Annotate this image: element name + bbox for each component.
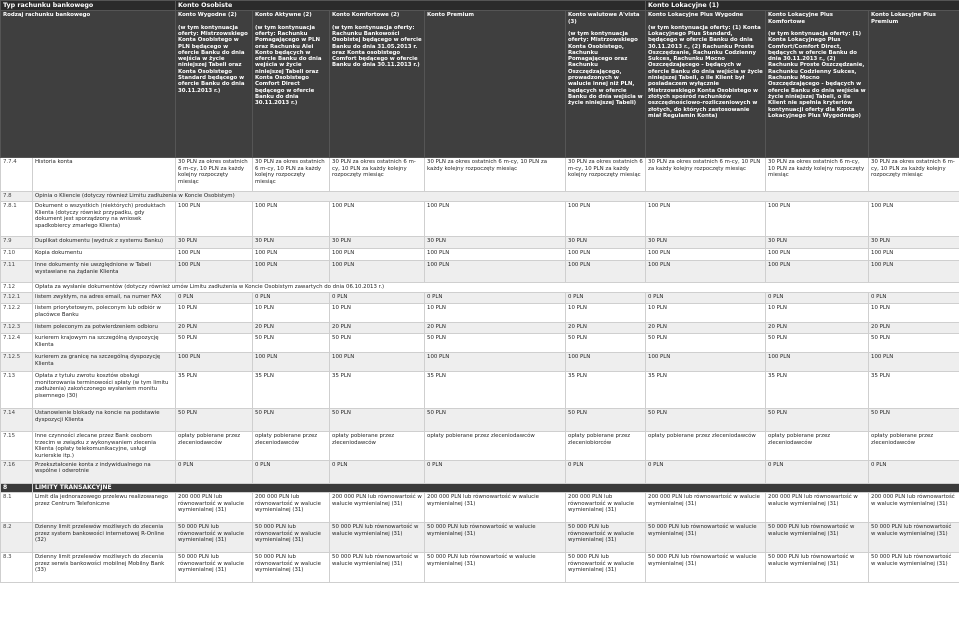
- row-label: Duplikat dokumentu (wydruk z systemu Banku): [33, 237, 176, 249]
- fee-cell: 50 000 PLN lub równowartość w walucie wymienialnej (31): [766, 553, 869, 583]
- fee-cell: 50 000 PLN lub równowartość w walucie wymienialnej (31): [330, 523, 425, 553]
- column-title: Konto Premium: [427, 12, 474, 19]
- fee-cell: 30 PLN: [566, 237, 646, 249]
- fee-cell: 50 000 PLN lub równowartość w walucie wymienialnej (31): [646, 523, 766, 553]
- fee-cell: 0 PLN: [869, 293, 959, 304]
- row-label: listem zwykłym, na adres email, na numer FAX: [33, 293, 176, 304]
- fee-cell: 100 PLN: [869, 353, 959, 372]
- row-number: 7.16: [1, 461, 33, 484]
- row-number: 7.8: [1, 192, 33, 202]
- fee-cell: 100 PLN: [253, 353, 330, 372]
- fee-cell: 100 PLN: [425, 353, 566, 372]
- fee-cell: 50 PLN: [766, 334, 869, 353]
- fee-cell: 20 PLN: [176, 323, 253, 334]
- table-row: [1, 293, 959, 304]
- fee-cell: 50 PLN: [646, 409, 766, 432]
- table-row: [1, 283, 959, 293]
- fee-cell: 30 PLN za okres ostatnich 6 m-cy, 10 PLN za każdy kolejny rozpoczęty miesiąc: [253, 158, 330, 192]
- fee-cell: opłaty pobierane przez zleceniodawców: [425, 432, 566, 461]
- fee-cell: 50 000 PLN lub równowartość w walucie wymienialnej (31): [869, 553, 959, 583]
- fee-cell: 0 PLN: [646, 461, 766, 484]
- fee-cell: 50 000 PLN lub równowartość w walucie wymienialnej (31): [425, 523, 566, 553]
- fee-cell: 100 PLN: [646, 249, 766, 261]
- column-header: [253, 11, 330, 158]
- fee-cell: 0 PLN: [425, 461, 566, 484]
- fee-cell: 30 PLN: [176, 237, 253, 249]
- fee-cell: 35 PLN: [330, 372, 425, 409]
- fee-cell: opłaty pobierane przez zleceniodawców: [869, 432, 959, 461]
- fee-cell: 50 000 PLN lub równowartość w walucie wymienialnej (31): [253, 553, 330, 583]
- row-number: 7.12.2: [1, 304, 33, 323]
- column-title: Rodzaj rachunku bankowego: [3, 12, 91, 19]
- fee-cell: 30 PLN za okres ostatnich 6 m-cy, 10 PLN za każdy kolejny rozpoczęty miesiąc: [176, 158, 253, 192]
- fee-cell: 100 PLN: [766, 202, 869, 237]
- row-label: Inne dokumenty nie uwzględnione w Tabeli wystawiane na żądanie Klienta: [33, 261, 176, 283]
- fee-cell: 100 PLN: [869, 261, 959, 283]
- fee-cell: 100 PLN: [646, 353, 766, 372]
- fee-cell: 35 PLN: [176, 372, 253, 409]
- fee-cell: 30 PLN za okres ostatnich 6 m-cy, 10 PLN za każdy kolejny rozpoczęty miesiąc: [766, 158, 869, 192]
- row-number: 8.1: [1, 493, 33, 523]
- fee-cell: 200 000 PLN lub równowartość w walucie wymienialnej (31): [566, 493, 646, 523]
- fee-cell: 20 PLN: [766, 323, 869, 334]
- row-number: 7.9: [1, 237, 33, 249]
- fee-cell: 100 PLN: [176, 202, 253, 237]
- row-label: Opłata z tytułu zwrotu kosztów obsługi monitorowania terminowości spłaty (w tym limitu zadłużenia) zakończonego wysłaniem monitu pisemnego (30): [33, 372, 176, 409]
- fee-cell: 100 PLN: [425, 249, 566, 261]
- fee-cell: 100 PLN: [176, 353, 253, 372]
- fee-cell: 50 000 PLN lub równowartość w walucie wymienialnej (31): [566, 523, 646, 553]
- fee-cell: 30 PLN: [766, 237, 869, 249]
- fee-cell: 10 PLN: [176, 304, 253, 323]
- fee-cell: 50 PLN: [176, 334, 253, 353]
- fee-cell: 50 000 PLN lub równowartość w walucie wymienialnej (31): [330, 553, 425, 583]
- column-header: [1, 11, 176, 158]
- fee-cell: 100 PLN: [253, 249, 330, 261]
- section-header-row: [1, 484, 959, 493]
- fee-cell: 35 PLN: [869, 372, 959, 409]
- row-label: Opinia o Kliencie (dotyczy również Limitu zadłużenia w Koncie Osobistym): [33, 192, 959, 202]
- fee-cell: 50 PLN: [253, 409, 330, 432]
- fee-cell: 35 PLN: [425, 372, 566, 409]
- fee-cell: 0 PLN: [766, 293, 869, 304]
- fee-cell: 30 PLN za okres ostatnich 6 m-cy, 10 PLN za każdy kolejny rozpoczęty miesiąc: [425, 158, 566, 192]
- fee-cell: 0 PLN: [869, 461, 959, 484]
- fee-cell: 50 PLN: [566, 334, 646, 353]
- row-label: Limit dla jednorazowego przelewu realizowanego przez Centrum Telefoniczne: [33, 493, 176, 523]
- fee-cell: 100 PLN: [566, 261, 646, 283]
- fee-cell: 0 PLN: [566, 293, 646, 304]
- row-number: 7.7.4: [1, 158, 33, 192]
- fee-cell: 200 000 PLN lub równowartość w walucie wymienialnej (31): [330, 493, 425, 523]
- fee-cell: 10 PLN: [566, 304, 646, 323]
- row-label: LIMITY TRANSAKCYJNE: [33, 484, 959, 493]
- row-label: Kopia dokumentu: [33, 249, 176, 261]
- row-number: 7.14: [1, 409, 33, 432]
- column-header: [330, 11, 425, 158]
- column-description: (w tym kontynuacja oferty: Mistrzowskiego Konta Osobistego w PLN będącego w ofercie Banku do dnia wejścia w życie niniejszej Tabeli oraz Konta Osobistego Standard będącego w ofercie Banku do dnia 30.11.2013 r.): [178, 24, 248, 94]
- column-header: [646, 11, 766, 158]
- fee-cell: 100 PLN: [330, 353, 425, 372]
- row-number: 7.12.4: [1, 334, 33, 353]
- fee-cell: 30 PLN za okres ostatnich 6 m-cy, 10 PLN za każdy kolejny rozpoczęty miesiąc: [646, 158, 766, 192]
- fee-cell: 100 PLN: [176, 261, 253, 283]
- fee-cell: 50 PLN: [425, 334, 566, 353]
- row-label: Dzienny limit przelewów możliwych do zlecenia przez serwis bankowości mobilnej Mobilny Bank (33): [33, 553, 176, 583]
- fee-cell: 50 PLN: [869, 334, 959, 353]
- fee-cell: 200 000 PLN lub równowartość w walucie wymienialnej (31): [176, 493, 253, 523]
- fee-cell: 50 PLN: [330, 409, 425, 432]
- fee-cell: 100 PLN: [330, 261, 425, 283]
- fee-cell: 50 000 PLN lub równowartość w walucie wymienialnej (31): [253, 523, 330, 553]
- fee-cell: 50 PLN: [253, 334, 330, 353]
- row-number: 8.3: [1, 553, 33, 583]
- fee-cell: 100 PLN: [766, 249, 869, 261]
- table-row: [1, 237, 959, 249]
- fee-cell: 200 000 PLN lub równowartość w walucie wymienialnej (31): [253, 493, 330, 523]
- fee-cell: 50 PLN: [425, 409, 566, 432]
- fee-cell: 30 PLN za okres ostatnich 6 m-cy, 10 PLN za każdy kolejny rozpoczęty miesiąc: [869, 158, 959, 192]
- fee-cell: 35 PLN: [646, 372, 766, 409]
- column-description: (w tym kontynuacja oferty: Rachunku Bankowości Osobistej będącego w ofercie Banku do dnia 31.05.2013 r. oraz Konta osobistego Comfort będącego w ofercie Banku do dnia 30.11.2013 r.): [332, 24, 422, 69]
- column-header-row: [1, 11, 959, 158]
- fee-cell: 0 PLN: [566, 461, 646, 484]
- fee-cell: 100 PLN: [176, 249, 253, 261]
- fee-cell: 0 PLN: [646, 293, 766, 304]
- fee-cell: 100 PLN: [566, 353, 646, 372]
- row-number: 7.12: [1, 283, 33, 293]
- fee-cell: 200 000 PLN lub równowartość w walucie wymienialnej (31): [766, 493, 869, 523]
- row-number: 8: [1, 484, 33, 493]
- table-body: [1, 158, 959, 583]
- fee-cell: 10 PLN: [869, 304, 959, 323]
- column-title: Konto Lokacyjne Plus Premium: [871, 12, 936, 25]
- table-row: [1, 202, 959, 237]
- fee-cell: 0 PLN: [425, 293, 566, 304]
- fee-cell: 50 PLN: [869, 409, 959, 432]
- row-number: 8.2: [1, 523, 33, 553]
- table-row: [1, 304, 959, 323]
- table-row: [1, 261, 959, 283]
- row-number: 7.13: [1, 372, 33, 409]
- fee-cell: 0 PLN: [330, 293, 425, 304]
- row-label: Dzienny limit przelewów możliwych do zlecenia przez system bankowości internetowej R-Online (32): [33, 523, 176, 553]
- row-number: 7.12.5: [1, 353, 33, 372]
- fee-cell: 0 PLN: [176, 293, 253, 304]
- table-row: [1, 249, 959, 261]
- column-description: (w tym kontynuacja oferty: (1) Konta Lokacyjnego Plus Comfort/Comfort Direct, będących w ofercie Banku do dnia 30.11.2013 r., (2) Rachunku Proste Oszczędzanie, Rachunku Codzienny Sukces, Rachunku Mocno Oszczędzającego - będących w ofercie Banku do dnia wejścia w życie niniejszej Tabeli, o ile Klient nie spełnia kryteriów kontynuacji oferty dla Konta Lokacyjnego Plus Wygodnego): [768, 31, 866, 119]
- fee-cell: 0 PLN: [253, 461, 330, 484]
- fee-cell: 50 PLN: [646, 334, 766, 353]
- row-number: 7.12.1: [1, 293, 33, 304]
- column-title: Konto Wygodne (2): [178, 12, 237, 19]
- row-label: listem priorytetowym, poleconym lub odbiór w placówce Banku: [33, 304, 176, 323]
- row-number: 7.11: [1, 261, 33, 283]
- fee-cell: opłaty pobierane przez zleceniodawców: [176, 432, 253, 461]
- fee-cell: opłaty pobierane przez zleceniobiorców: [566, 432, 646, 461]
- fee-cell: opłaty pobierane przez zleceniodawców: [766, 432, 869, 461]
- row-label: Dokument o wszystkich (niektórych) produktach Klienta (dotyczy również przypadku, gdy dokument jest sporządzony na wniosek spadkobiercy zmarłego Klienta): [33, 202, 176, 237]
- fee-cell: 30 PLN za okres ostatnich 6 m-cy, 10 PLN za każdy kolejny rozpoczęty miesiąc: [566, 158, 646, 192]
- fee-cell: 100 PLN: [253, 261, 330, 283]
- fee-cell: 20 PLN: [566, 323, 646, 334]
- fee-cell: 50 000 PLN lub równowartość w walucie wymienialnej (31): [766, 523, 869, 553]
- fee-cell: 0 PLN: [330, 461, 425, 484]
- fee-cell: 30 PLN za okres ostatnich 6 m-cy, 10 PLN za każdy kolejny rozpoczęty miesiąc: [330, 158, 425, 192]
- fee-cell: 50 PLN: [766, 409, 869, 432]
- fee-cell: 0 PLN: [253, 293, 330, 304]
- table-row: [1, 353, 959, 372]
- column-header: [425, 11, 566, 158]
- fee-cell: 100 PLN: [869, 249, 959, 261]
- fee-cell: 200 000 PLN lub równowartość w walucie wymienialnej (31): [646, 493, 766, 523]
- row-label: Ustanowienie blokady na koncie na podstawie dyspozycji Klienta: [33, 409, 176, 432]
- fee-cell: 50 000 PLN lub równowartość w walucie wymienialnej (31): [869, 523, 959, 553]
- row-number: 7.15: [1, 432, 33, 461]
- fee-cell: 200 000 PLN lub równowartość w walucie wymienialnej (31): [869, 493, 959, 523]
- konto-lokacyjne-header: Konto Lokacyjne (1): [646, 1, 959, 11]
- table-row: [1, 493, 959, 523]
- fee-cell: 20 PLN: [425, 323, 566, 334]
- fee-cell: 100 PLN: [330, 249, 425, 261]
- header-row-top: [1, 1, 959, 11]
- fee-cell: 100 PLN: [566, 202, 646, 237]
- fee-cell: 35 PLN: [253, 372, 330, 409]
- fee-cell: 30 PLN: [646, 237, 766, 249]
- fee-cell: 30 PLN: [869, 237, 959, 249]
- row-label: Inne czynności zlecane przez Bank osobom trzecim w związku z wykonywaniem zlecenia Klienta (opłaty telekomunikacyjne, usługi kurierskie itp.): [33, 432, 176, 461]
- table-row: [1, 523, 959, 553]
- table-row: [1, 323, 959, 334]
- column-header: [176, 11, 253, 158]
- row-number: 7.10: [1, 249, 33, 261]
- table-row: [1, 461, 959, 484]
- column-description: (w tym kontynuacja oferty: (1) Konta Lokacyjnego Plus Standard, będącego w ofercie Banku do dnia 30.11.2013 r., (2) Rachunku Proste Oszczędzanie, Rachunku Codzienny Sukces, Rachunku Mocno Oszczędzającego - będących w ofercie Banku do dnia wejścia w życie niniejszej Tabeli, o ile Klient był posiadaczem wyłącznie Mistrzowskiego Konta Osobistego w złotych spośród rachunków oszczędnościowo-rozliczeniowych w złotych, do których zastosowanie miał Regulamin Konta): [648, 24, 763, 119]
- fee-cell: 100 PLN: [425, 261, 566, 283]
- fee-cell: 10 PLN: [330, 304, 425, 323]
- fee-cell: 50 000 PLN lub równowartość w walucie wymienialnej (31): [176, 553, 253, 583]
- fee-cell: 200 000 PLN lub równowartość w walucie wymienialnej (31): [425, 493, 566, 523]
- fee-cell: 100 PLN: [766, 353, 869, 372]
- table-row: [1, 372, 959, 409]
- account-type-header: Typ rachunku bankowego: [1, 1, 176, 11]
- fee-cell: 0 PLN: [766, 461, 869, 484]
- fee-cell: 50 000 PLN lub równowartość w walucie wymienialnej (31): [176, 523, 253, 553]
- fee-cell: 100 PLN: [253, 202, 330, 237]
- fee-cell: 50 PLN: [176, 409, 253, 432]
- row-label: listem poleconym za potwierdzeniem odbioru: [33, 323, 176, 334]
- row-number: 7.12.3: [1, 323, 33, 334]
- fee-cell: 100 PLN: [566, 249, 646, 261]
- fee-cell: 50 000 PLN lub równowartość w walucie wymienialnej (31): [425, 553, 566, 583]
- table-row: [1, 553, 959, 583]
- fee-cell: 10 PLN: [253, 304, 330, 323]
- fee-cell: 10 PLN: [766, 304, 869, 323]
- fee-cell: 30 PLN: [330, 237, 425, 249]
- column-description: (w tym kontynuacja oferty: Rachunku Pomagającego w PLN oraz Rachunku Alei Konto będących w ofercie Banku do dnia wejścia w życie niniejszej Tabeli oraz Konta Osobistego Comfort Direct będącego w ofercie Banku do dnia 30.11.2013 r.): [255, 24, 322, 107]
- column-title: Konto walutowe A'vista (3): [568, 12, 640, 25]
- fee-cell: 50 PLN: [330, 334, 425, 353]
- fee-cell: opłaty pobierane przez zleceniodawców: [330, 432, 425, 461]
- fee-cell: 20 PLN: [253, 323, 330, 334]
- column-title: Konto Aktywne (2): [255, 12, 312, 19]
- column-header: [766, 11, 869, 158]
- row-label: Historia konta: [33, 158, 176, 192]
- fee-cell: 100 PLN: [646, 202, 766, 237]
- table-row: [1, 334, 959, 353]
- row-label: kurierem za granicę na szczególną dyspozycję Klienta: [33, 353, 176, 372]
- fee-cell: 50 000 PLN lub równowartość w walucie wymienialnej (31): [646, 553, 766, 583]
- column-title: Konto Komfortowe (2): [332, 12, 400, 19]
- fee-cell: 10 PLN: [425, 304, 566, 323]
- fee-cell: 20 PLN: [869, 323, 959, 334]
- row-label: Opłata za wysłanie dokumentów (dotyczy również umów Limitu zadłużenia w Koncie Osobistym zawartych do dnia 06.10.2013 r.): [33, 283, 959, 293]
- fee-cell: 35 PLN: [766, 372, 869, 409]
- column-header: [566, 11, 646, 158]
- fee-cell: 100 PLN: [330, 202, 425, 237]
- fee-cell: 50 PLN: [566, 409, 646, 432]
- row-number: 7.8.1: [1, 202, 33, 237]
- fee-cell: 100 PLN: [869, 202, 959, 237]
- fee-cell: 100 PLN: [425, 202, 566, 237]
- table-row: [1, 192, 959, 202]
- fee-cell: 10 PLN: [646, 304, 766, 323]
- table-row: [1, 409, 959, 432]
- fee-cell: opłaty pobierane przez zleceniodawców: [646, 432, 766, 461]
- fee-cell: opłaty pobierane przez zleceniodawców: [253, 432, 330, 461]
- fee-cell: 50 000 PLN lub równowartość w walucie wymienialnej (31): [566, 553, 646, 583]
- fee-cell: 30 PLN: [253, 237, 330, 249]
- konto-osobiste-header: Konto Osobiste: [176, 1, 646, 11]
- fee-cell: 20 PLN: [646, 323, 766, 334]
- fee-cell: 0 PLN: [176, 461, 253, 484]
- fee-cell: 30 PLN: [425, 237, 566, 249]
- table-row: [1, 432, 959, 461]
- column-description: (w tym kontynuacja oferty: Mistrzowskiego Konta Osobistego, Rachunku Pomagającego oraz Rachunku Oszczędzającego, prowadzonych w walucie innej niż PLN, będących w ofercie Banku do dnia wejścia w życie niniejszej Tabeli): [568, 31, 643, 107]
- table-row: [1, 158, 959, 192]
- fee-cell: 35 PLN: [566, 372, 646, 409]
- fee-cell: 100 PLN: [646, 261, 766, 283]
- column-title: Konto Lokacyjne Plus Wygodne: [648, 12, 744, 19]
- row-label: Przekształcenie konta z indywidualnego na wspólne i odwrotnie: [33, 461, 176, 484]
- column-header: [869, 11, 959, 158]
- row-label: kurierem krajowym na szczególną dyspozycję Klienta: [33, 334, 176, 353]
- column-title: Konto Lokacyjne Plus Komfortowe: [768, 12, 833, 25]
- fee-cell: 20 PLN: [330, 323, 425, 334]
- fee-cell: 100 PLN: [766, 261, 869, 283]
